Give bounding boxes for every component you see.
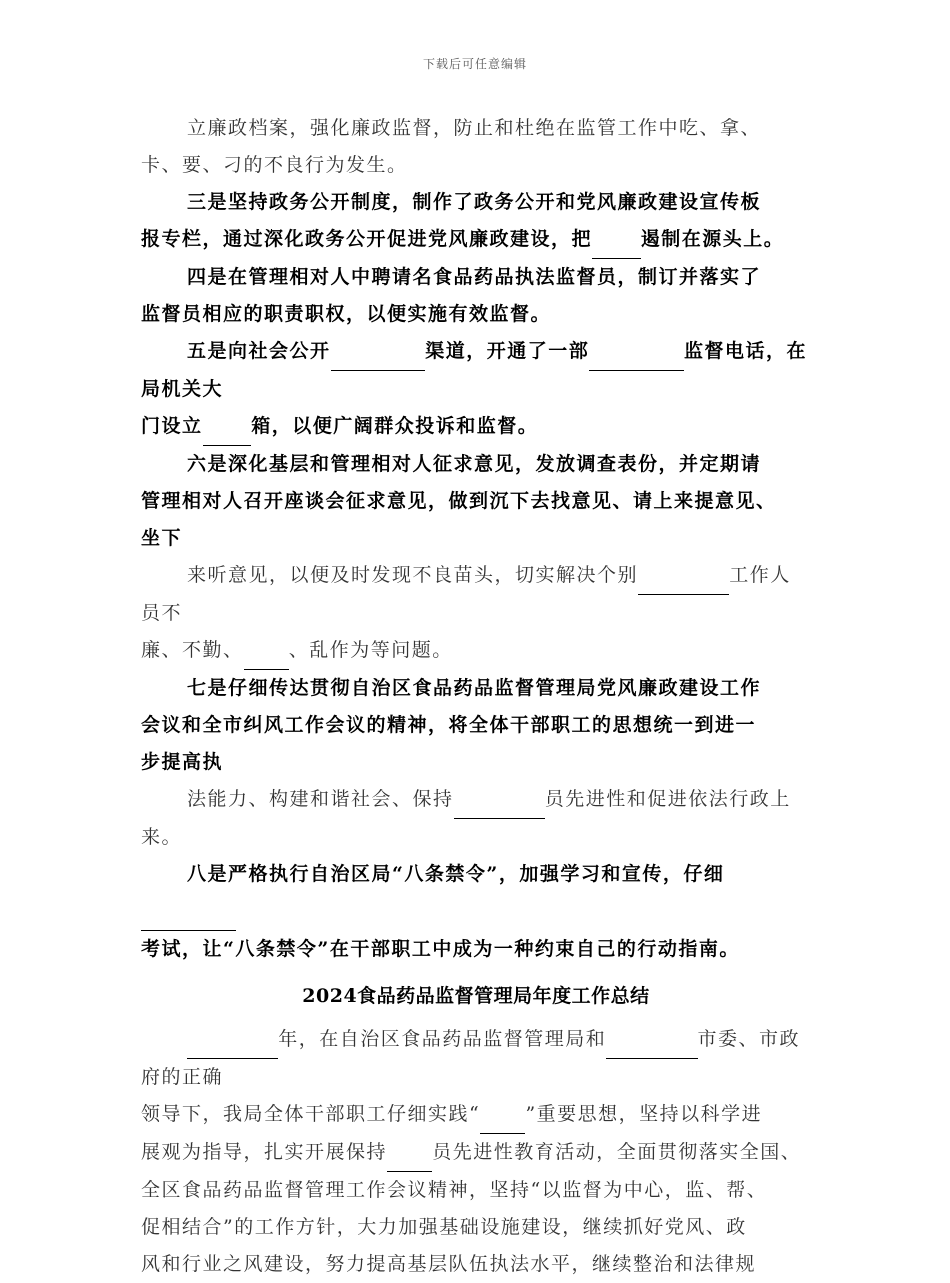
blank-underline bbox=[589, 333, 684, 371]
blank-underline bbox=[203, 408, 252, 446]
blank-underline bbox=[187, 1021, 278, 1059]
paragraph-line: 监督员相应的职责职权，以便实施有效监督。 bbox=[141, 303, 552, 325]
blank-underline bbox=[592, 221, 641, 259]
paragraph-line: 法能力、构建和谐社会、保持 员先进性和促进依法行政上来。 bbox=[141, 781, 811, 856]
paragraph-line: 卡、要、刁的不良行为发生。 bbox=[141, 154, 408, 176]
blank-underline bbox=[331, 333, 426, 371]
paragraph-line: 年，在自治区食品药品监督管理局和 市委、市政府的正确 bbox=[141, 1021, 811, 1096]
paragraph-line: 坐下 bbox=[141, 527, 183, 549]
paragraph-line: 五是向社会公开 渠道，开通了一部 监督电话，在局机关大 bbox=[141, 333, 811, 408]
section-title: 2024食品药品监督管理局年度工作总结 bbox=[302, 985, 650, 1007]
paragraph-line: 考试，让“八条禁令”在干部职工中成为一种约束自己的行动指南。 bbox=[141, 938, 740, 960]
paragraph-line: 管理相对人召开座谈会征求意见，做到沉下去找意见、请上来提意见、 bbox=[141, 490, 777, 512]
paragraph-line: 展观为指导，扎实开展保持 员先进性教育活动，全面贯彻落实全国、 bbox=[141, 1134, 811, 1172]
paragraph-line: 四是在管理相对人中聘请名食品药品执法监督员，制订并落实了 bbox=[187, 266, 762, 288]
paragraph-line: 会议和全市纠风工作会议的精神，将全体干部职工的思想统一到进一 bbox=[141, 714, 757, 736]
paragraph-line: 门设立 箱，以便广阔群众投诉和监督。 bbox=[141, 408, 811, 446]
paragraph-line: 报专栏，通过深化政务公开促进党风廉政建设，把 遏制在源头上。 bbox=[141, 221, 811, 259]
paragraph-line: 来听意见，以便及时发现不良苗头，切实解决个别 工作人员不 bbox=[141, 557, 811, 632]
blank-underline bbox=[638, 557, 729, 595]
paragraph-line: 领导下，我局全体干部职工仔细实践“ ”重要思想，坚持以科学进 bbox=[141, 1096, 811, 1134]
page-header: 下载后可任意编辑 bbox=[422, 57, 527, 71]
blank-underline bbox=[387, 1134, 432, 1172]
paragraph-line: 七是仔细传达贯彻自治区食品药品监督管理局党风廉政建设工作 bbox=[187, 677, 762, 699]
paragraph-line: 全区食品药品监督管理工作会议精神，坚持“以监督为中心，监、帮、 bbox=[141, 1179, 768, 1201]
paragraph-line: 八是严格执行自治区局“八条禁令”，加强学习和宣传，仔细 bbox=[141, 856, 811, 931]
paragraph-line: 三是坚持政务公开制度，制作了政务公开和党风廉政建设宣传板 bbox=[187, 191, 762, 213]
blank-underline bbox=[244, 632, 289, 670]
paragraph-line: 立廉政档案，强化廉政监督，防止和杜绝在监管工作中吃、拿、 bbox=[187, 117, 762, 139]
paragraph-line: 廉、不勤、 、乱作为等问题。 bbox=[141, 632, 811, 670]
paragraph-line: 六是深化基层和管理相对人征求意见，发放调查表份，并定期请 bbox=[187, 453, 762, 475]
document-body bbox=[141, 110, 811, 1283]
blank-underline bbox=[480, 1096, 525, 1134]
paragraph-line: 促相结合”的工作方针，大力加强基础设施建设，继续抓好党风、政 bbox=[141, 1216, 747, 1238]
blank-underline bbox=[606, 1021, 697, 1059]
paragraph-line: 步提高执 bbox=[141, 751, 224, 773]
blank-underline bbox=[141, 893, 236, 931]
blank-underline bbox=[454, 781, 545, 819]
paragraph-line: 风和行业之风建设，努力提高基层队伍执法水平，继续整治和法律规 bbox=[141, 1253, 757, 1275]
